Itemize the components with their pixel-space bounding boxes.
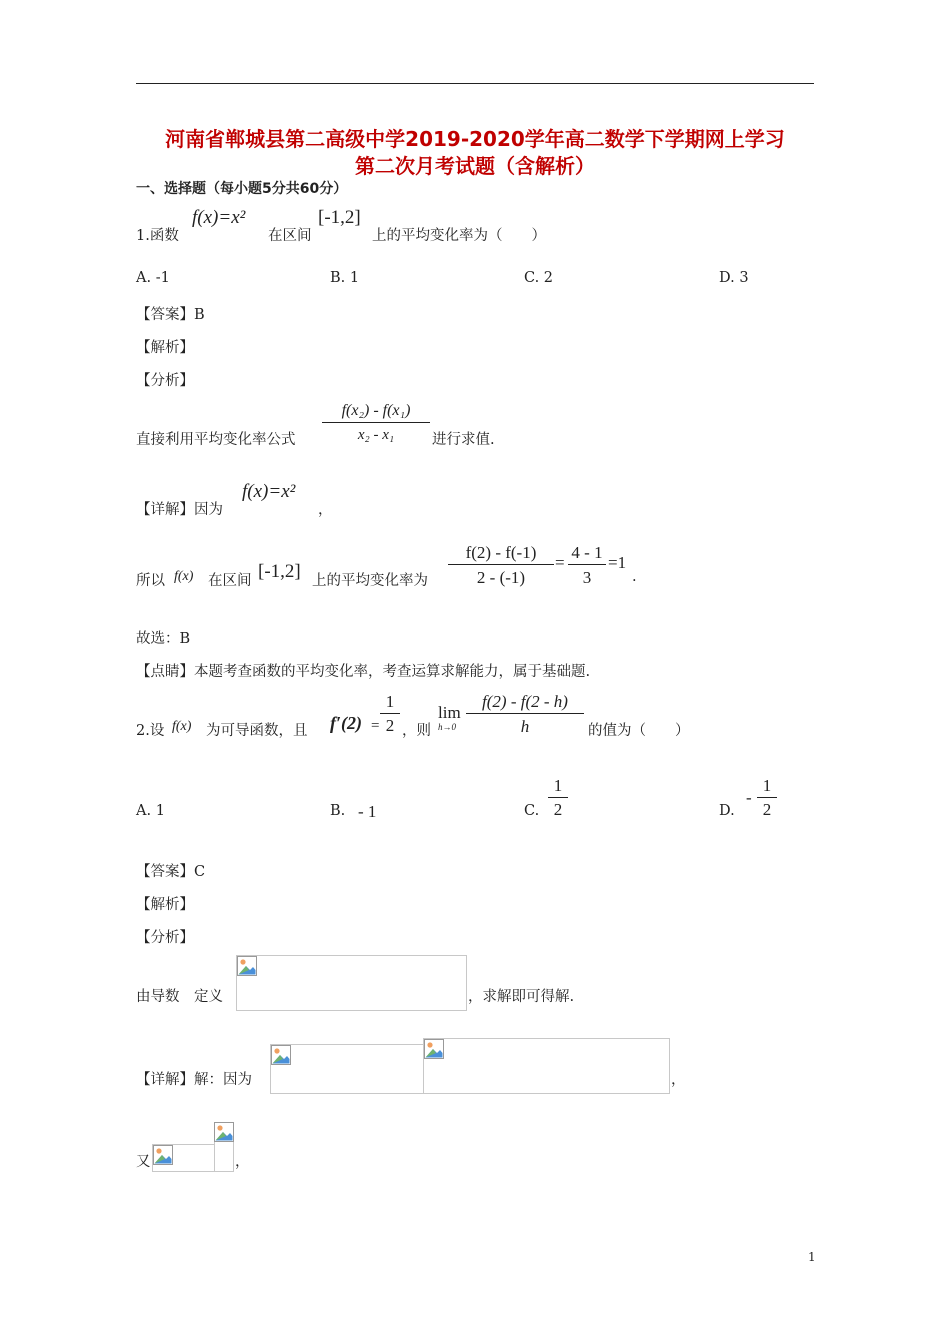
q1-calc-fraction2 xyxy=(568,541,606,591)
q1-calc-denominator: 2 - (-1) xyxy=(448,564,554,591)
q2-lim-denominator: h xyxy=(466,713,584,740)
q1-detail-text: 【详解】因为 xyxy=(136,502,223,518)
q1-calc-numerator2: 4 - 1 xyxy=(571,543,603,562)
q1-answer: 【答案】B xyxy=(136,307,205,323)
q1-number: 1.函数 xyxy=(136,228,179,244)
avg-rate-formula xyxy=(322,400,430,447)
doc-title-line2: 第二次月考试题（含解析） xyxy=(355,154,595,178)
page-number: 1 xyxy=(808,1250,816,1264)
avg-rate-numerator: f(x₂) - f(x₁) xyxy=(341,402,411,419)
q2-option-c-num: 1 xyxy=(553,776,563,795)
q1-so-function: f(x) xyxy=(174,569,194,584)
q2-number: 2.设 xyxy=(136,723,165,739)
q1-calc-numerator: f(2) - f(-1) xyxy=(465,543,537,562)
broken-image-icon xyxy=(271,1045,291,1065)
q1-text-interval: 在区间 xyxy=(268,228,312,244)
q1-option-b: B. 1 xyxy=(330,270,360,286)
q2-text-derivable: 为可导函数，且 xyxy=(206,723,308,739)
q2-option-a: A. 1 xyxy=(136,803,165,819)
q2-equals: = xyxy=(371,718,380,734)
q1-calc-result: =1 xyxy=(608,553,627,572)
q2-lim-sub: h→0 xyxy=(438,722,456,732)
formula-image-placeholder xyxy=(236,955,467,1011)
section-heading: 一、选择题（每小题5分共60分） xyxy=(136,181,348,197)
q2-option-d-label: D. xyxy=(719,803,735,819)
q1-so-rate-text: 上的平均变化率为 xyxy=(312,573,428,589)
q2-analysis-text: 由导数 定义 xyxy=(136,989,223,1005)
formula-image-placeholder xyxy=(423,1038,670,1094)
broken-image-icon xyxy=(153,1145,173,1165)
broken-image-icon xyxy=(214,1122,234,1142)
q2-option-b-value: - 1 xyxy=(358,802,377,821)
q2-fprime: f′(2) xyxy=(330,713,363,733)
q1-option-d: D. 3 xyxy=(719,270,749,286)
q2-option-d-sign: - xyxy=(746,788,752,807)
q1-option-a: A. -1 xyxy=(136,270,170,286)
q1-interval: [-1,2] xyxy=(318,207,361,228)
q1-calc-equals: = xyxy=(555,553,565,572)
q1-so-text: 所以 xyxy=(136,573,165,589)
q1-calc-fraction xyxy=(448,541,554,591)
q2-option-b-label: B. xyxy=(330,803,346,819)
q1-detail-function: f(x)=x² xyxy=(242,481,296,502)
q2-you-comma: ， xyxy=(235,1154,250,1170)
q1-calc-denominator2: 3 xyxy=(568,564,606,591)
q2-option-c-den: 2 xyxy=(548,797,568,822)
q2-detail-text: 【详解】解：因为 xyxy=(136,1072,252,1088)
q1-comment: 【点睛】本题考查函数的平均变化率，考查运算求解能力，属于基础题. xyxy=(136,664,591,680)
q1-function: f(x)=x² xyxy=(192,207,246,228)
q1-so-interval-text: 在区间 xyxy=(208,573,252,589)
q2-jiexi-label: 【解析】 xyxy=(136,897,194,913)
q2-option-d-num: 1 xyxy=(762,776,772,795)
avg-rate-denominator: x₂ - x₁ xyxy=(322,422,430,447)
q2-lim-fraction xyxy=(466,690,584,740)
q2-lim-numerator: f(2) - f(2 - h) xyxy=(482,692,568,711)
q2-option-d-fraction xyxy=(757,774,777,822)
q2-function: f(x) xyxy=(172,719,192,734)
q2-half-den: 2 xyxy=(380,713,400,738)
q2-half-num: 1 xyxy=(385,692,395,711)
q2-option-c-label: C. xyxy=(524,803,540,819)
q2-analysis-post: ，求解即可得解. xyxy=(468,989,575,1005)
q2-option-d-den: 2 xyxy=(757,797,777,822)
q1-option-c: C. 2 xyxy=(524,270,554,286)
q2-fenxi-label: 【分析】 xyxy=(136,930,194,946)
q2-lim: lim xyxy=(438,703,461,722)
q1-calc-period: . xyxy=(632,569,637,585)
q2-answer: 【答案】C xyxy=(136,864,206,880)
q2-text-then: ，则 xyxy=(402,723,431,739)
broken-image-icon xyxy=(424,1039,444,1059)
q1-fenxi-label: 【分析】 xyxy=(136,373,194,389)
q1-jiexi-label: 【解析】 xyxy=(136,340,194,356)
q1-analysis-text: 直接利用平均变化率公式 xyxy=(136,432,296,448)
q1-text-rate: 上的平均变化率为（ ） xyxy=(372,228,546,244)
broken-image-icon xyxy=(237,956,257,976)
q1-detail-comma: ， xyxy=(318,502,333,518)
header-rule xyxy=(136,83,814,84)
doc-title-line1: 河南省郸城县第二高级中学2019-2020学年高二数学下学期网上学习 xyxy=(165,127,785,151)
q1-analysis-post: 进行求值. xyxy=(432,432,495,448)
q2-detail-comma: ， xyxy=(671,1072,686,1088)
q1-so-interval: [-1,2] xyxy=(258,561,301,582)
formula-image-placeholder xyxy=(270,1044,425,1094)
q1-choose: 故选：B xyxy=(136,631,191,647)
q2-option-c-fraction xyxy=(548,774,568,822)
q2-you-text: 又 xyxy=(136,1154,151,1170)
q2-half xyxy=(380,690,400,738)
q2-text-value: 的值为（ ） xyxy=(588,723,690,739)
